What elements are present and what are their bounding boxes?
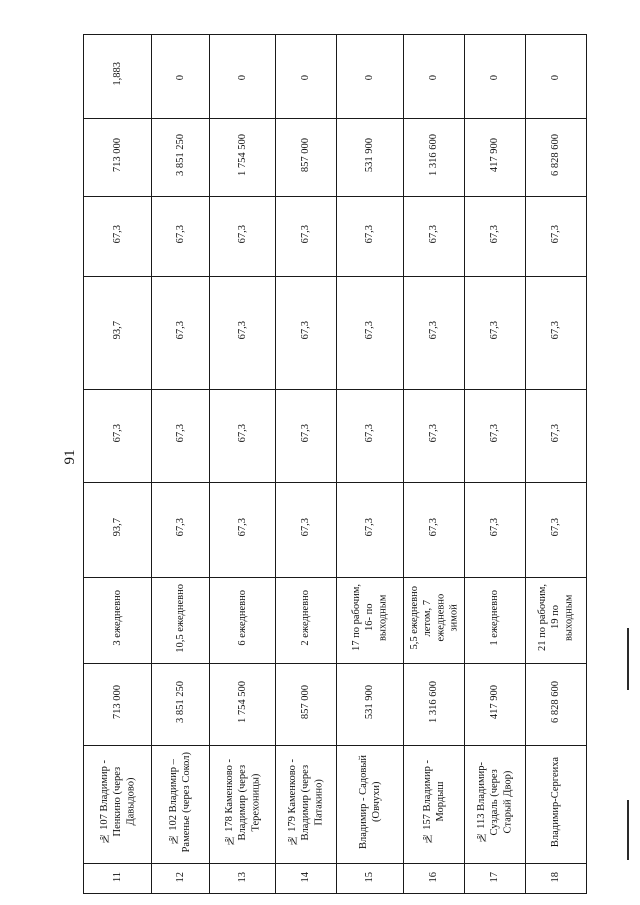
cell-text: 10,5 ежедневно — [174, 583, 186, 653]
cell-text: 3 ежедневно — [111, 590, 123, 646]
cell-text: 713 000 — [111, 137, 123, 173]
table-cell — [336, 197, 404, 277]
table-cell — [275, 664, 336, 746]
table-cell — [526, 864, 587, 894]
cell-text: 14 — [300, 872, 312, 883]
table-row-cost — [84, 119, 587, 197]
table-cell — [151, 864, 210, 894]
table-cell — [404, 277, 465, 390]
cell-text: Владимир-Сергеиха — [550, 756, 562, 848]
table-row-rate-c — [84, 197, 587, 277]
table-cell — [404, 864, 465, 894]
table-cell — [275, 578, 336, 664]
table-cell — [275, 197, 336, 277]
cell-text: 1,883 — [111, 62, 123, 86]
cell-text: 67,3 — [428, 224, 440, 244]
cell-text: Владимир - Садовый (Овчухи) — [357, 754, 382, 849]
cell-text: № 102 Владимир – Раменье (через Сокол) — [168, 751, 193, 853]
table-cell — [84, 578, 152, 664]
table-row-volume — [84, 664, 587, 746]
cell-text: № 157 Владимир - Мордыш — [421, 760, 447, 844]
cell-text: № 179 Каменково - Владимир (через Патакино) — [286, 758, 325, 846]
table-cell — [84, 864, 152, 894]
cell-text: 67,3 — [300, 321, 312, 340]
table-cell — [151, 483, 210, 578]
scan-edge-mark — [627, 628, 629, 690]
cell-text: 67,3 — [550, 321, 562, 340]
cell-text: 67,3 — [111, 424, 123, 443]
cell-text: 67,3 — [300, 424, 312, 443]
table-cell — [465, 664, 526, 746]
table-cell — [465, 277, 526, 390]
table-cell — [275, 277, 336, 390]
table-cell — [210, 664, 275, 746]
table-cell — [526, 578, 587, 664]
table-cell — [404, 390, 465, 483]
table-cell — [336, 864, 404, 894]
cell-text: 93,7 — [111, 518, 123, 537]
cell-text: 2 ежедневно — [300, 590, 312, 646]
cell-text: 1 754 500 — [236, 681, 248, 723]
table-row-row-number — [84, 864, 587, 894]
cell-text: 0 — [364, 75, 376, 81]
table-cell — [404, 197, 465, 277]
table-cell — [404, 578, 465, 664]
table-cell — [465, 390, 526, 483]
table-cell — [336, 746, 404, 864]
cell-text: 857 000 — [300, 684, 312, 720]
cell-text: 0 — [489, 75, 501, 81]
cell-text: 417 900 — [489, 684, 501, 720]
table-cell — [465, 578, 526, 664]
scan-edge-mark — [627, 800, 629, 860]
cell-text: 67,3 — [364, 321, 376, 340]
table-cell — [151, 277, 210, 390]
cell-text: 67,3 — [489, 518, 501, 537]
cell-text: 713 000 — [111, 684, 123, 720]
table-cell — [210, 119, 275, 197]
cell-text: 13 — [236, 872, 248, 883]
table-row-rate-b — [84, 277, 587, 390]
cell-text: 15 — [364, 872, 376, 883]
cell-text: 12 — [174, 872, 186, 883]
cell-text: 3 851 250 — [174, 681, 186, 723]
cell-text: 3 851 250 — [174, 134, 186, 176]
table-cell — [84, 746, 152, 864]
table-cell — [336, 578, 404, 664]
table-cell — [210, 277, 275, 390]
table-cell — [336, 390, 404, 483]
table-row-rate-a — [84, 390, 587, 483]
table-cell — [465, 35, 526, 119]
table-row-route-name — [84, 746, 587, 864]
table-cell — [151, 746, 210, 864]
cell-text: 67,3 — [550, 424, 562, 443]
cell-text: 67,3 — [364, 424, 376, 443]
table-cell — [336, 664, 404, 746]
cell-text: 67,3 — [489, 424, 501, 443]
cell-text: № 113 Владимир- Суздаль (через Старый Двор) — [476, 761, 514, 843]
cell-text: 67,3 — [174, 224, 186, 244]
cell-text: 0 — [236, 75, 248, 81]
table-cell — [526, 35, 587, 119]
cell-text: 67,3 — [174, 518, 186, 537]
cell-text: 21 по рабочим, 19 по выходным — [537, 584, 575, 652]
table-cell — [84, 277, 152, 390]
table-cell — [336, 483, 404, 578]
table-cell — [526, 390, 587, 483]
route-table — [83, 34, 587, 894]
table-cell — [465, 119, 526, 197]
cell-text: 67,3 — [111, 224, 123, 244]
cell-text: 1 754 500 — [236, 134, 248, 176]
cell-text: 67,3 — [364, 224, 376, 244]
table-cell — [84, 664, 152, 746]
table-cell — [526, 197, 587, 277]
table-cell — [336, 35, 404, 119]
table-cell — [526, 119, 587, 197]
table-cell — [336, 277, 404, 390]
cell-text: 67,3 — [174, 424, 186, 443]
table-cell — [526, 746, 587, 864]
cell-text: 6 828 600 — [550, 134, 562, 176]
cell-text: 67,3 — [236, 424, 248, 443]
table-cell — [151, 119, 210, 197]
table-cell — [275, 483, 336, 578]
table-cell — [84, 35, 152, 119]
cell-text: 67,3 — [550, 518, 562, 537]
table-cell — [84, 197, 152, 277]
cell-text: 6 828 600 — [550, 681, 562, 723]
table-cell — [151, 197, 210, 277]
cell-text: 67,3 — [236, 321, 248, 340]
cell-text: 1 316 600 — [428, 134, 440, 176]
table-cell — [84, 483, 152, 578]
cell-text: 67,3 — [489, 224, 501, 244]
cell-text: № 178 Каменково - Владимир (через Терехоницы) — [223, 758, 261, 846]
table-cell — [404, 664, 465, 746]
cell-text: 1 ежедневно — [489, 590, 501, 646]
cell-text: 417 900 — [489, 137, 501, 173]
table-cell — [275, 864, 336, 894]
table-cell — [210, 390, 275, 483]
table-row-rate-d — [84, 483, 587, 578]
table-cell — [526, 277, 587, 390]
table-cell — [465, 197, 526, 277]
cell-text: 67,3 — [489, 321, 501, 340]
page-number: 91 — [62, 449, 78, 465]
cell-text: 67,3 — [364, 518, 376, 537]
cell-text: 67,3 — [174, 321, 186, 340]
cell-text: 17 — [489, 872, 501, 883]
table-cell — [210, 578, 275, 664]
cell-text: 6 ежедневно — [236, 590, 248, 646]
table-row-trips — [84, 578, 587, 664]
cell-text: 1 316 600 — [428, 681, 440, 723]
cell-text: 857 000 — [300, 137, 312, 173]
cell-text: 67,3 — [236, 518, 248, 537]
cell-text: 531 900 — [364, 137, 376, 173]
table-cell — [151, 35, 210, 119]
cell-text: 67,3 — [550, 224, 562, 244]
cell-text: 16 — [428, 872, 440, 883]
cell-text: 67,3 — [300, 224, 312, 244]
table-cell — [210, 746, 275, 864]
table-cell — [275, 746, 336, 864]
cell-text: 0 — [428, 75, 440, 81]
table-cell — [404, 483, 465, 578]
table-cell — [404, 119, 465, 197]
table-cell — [210, 35, 275, 119]
table-cell — [210, 197, 275, 277]
cell-text: 18 — [550, 872, 562, 883]
cell-text: 67,3 — [428, 321, 440, 340]
table-cell — [336, 119, 404, 197]
table-cell — [151, 390, 210, 483]
cell-text: 67,3 — [428, 518, 440, 537]
cell-text: 67,3 — [428, 424, 440, 443]
table-cell — [465, 864, 526, 894]
table-row-total-cost — [84, 35, 587, 119]
table-cell — [84, 390, 152, 483]
cell-text: 67,3 — [236, 224, 248, 244]
table-cell — [526, 664, 587, 746]
table-cell — [404, 746, 465, 864]
cell-text: 67,3 — [300, 518, 312, 537]
table-cell — [526, 483, 587, 578]
table-cell — [465, 483, 526, 578]
table-cell — [275, 119, 336, 197]
cell-text: № 107 Владимир - Пенкино (через Давыдово) — [98, 760, 136, 844]
cell-text: 0 — [300, 75, 312, 81]
table-cell — [151, 664, 210, 746]
table-cell — [210, 864, 275, 894]
cell-text: 17 по рабочим, 16- по выходным — [351, 584, 389, 652]
table-cell — [275, 35, 336, 119]
cell-text: 5,5 ежедневно летом, 7 ежедневно зимой — [408, 586, 460, 650]
table-cell — [404, 35, 465, 119]
cell-text: 0 — [550, 75, 562, 81]
table-cell — [275, 390, 336, 483]
cell-text: 0 — [174, 75, 186, 81]
cell-text: 11 — [111, 872, 123, 883]
table-cell — [84, 119, 152, 197]
cell-text: 531 900 — [364, 684, 376, 720]
cell-text: 93,7 — [111, 321, 123, 340]
table-cell — [465, 746, 526, 864]
table-cell — [151, 578, 210, 664]
table-cell — [210, 483, 275, 578]
